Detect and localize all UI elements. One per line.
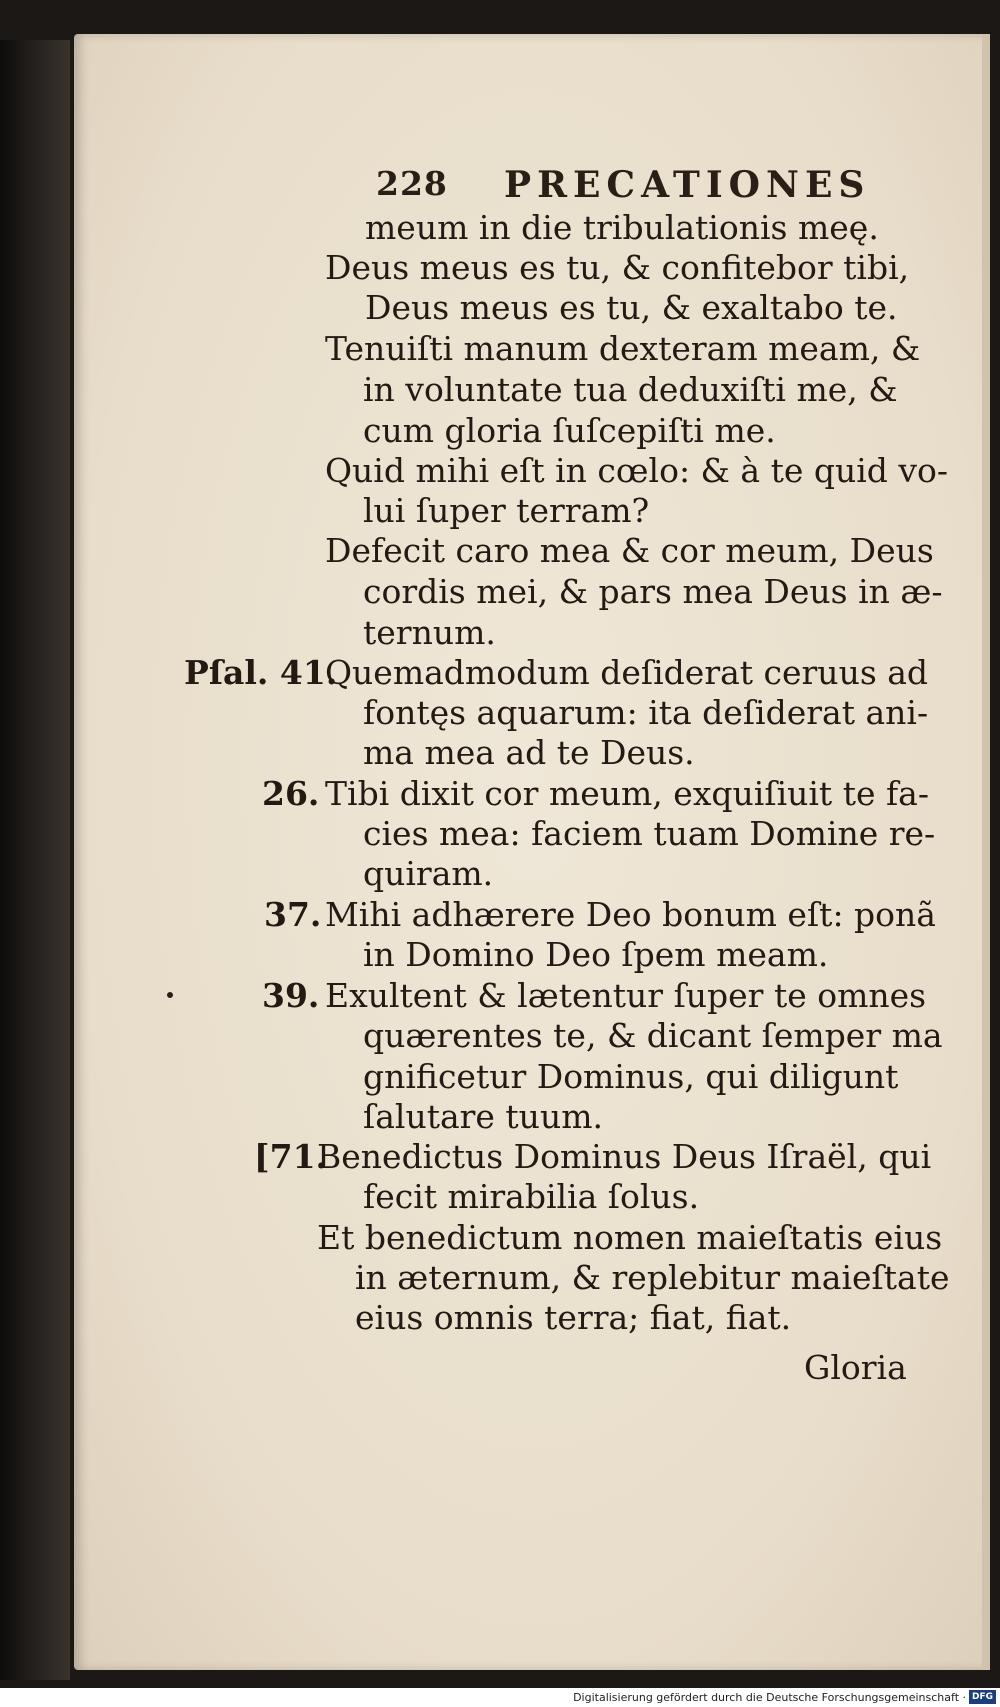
- text-line: Exultent & lætentur ſuper te omnes: [325, 976, 927, 1015]
- verse-number: [71.: [254, 1137, 328, 1176]
- verse-number: 39.: [262, 976, 320, 1015]
- text-line: Tenuiſti manum dexteram meam, &: [325, 329, 921, 368]
- running-title: PRECATIONES: [504, 164, 871, 206]
- dfg-logo: DFG: [969, 1690, 996, 1704]
- text-line: quærentes te, & dicant ſemper ma: [363, 1016, 943, 1055]
- text-line: eius omnis terra; fiat, fiat.: [355, 1298, 792, 1337]
- text-line: cum gloria ſuſcepiſti me.: [363, 411, 776, 450]
- text-line: ſalutare tuum.: [363, 1097, 603, 1136]
- text-line: meum in die tribulationis meę.: [365, 208, 879, 247]
- text-line: Deus meus es tu, & exaltabo te.: [365, 288, 898, 327]
- text-line: cies mea: faciem tuam Domine re-: [363, 814, 936, 853]
- text-line: Deus meus es tu, & confitebor tibi,: [325, 248, 910, 287]
- text-line: Et benedictum nomen maieſtatis eius: [317, 1218, 943, 1257]
- text-line: Benedictus Dominus Deus Iſraël, qui: [317, 1137, 932, 1176]
- text-line: in voluntate tua deduxiſti me, &: [363, 370, 898, 409]
- verse-number: 26.: [262, 774, 320, 813]
- text-line: in æternum, & replebitur maieſtate: [355, 1258, 950, 1297]
- page-number: 228: [376, 164, 448, 203]
- text-line: Quemadmodum deſiderat ceruus ad: [325, 653, 929, 692]
- text-line: Defecit caro mea & cor meum, Deus: [325, 531, 934, 570]
- page-edge: [982, 34, 990, 1670]
- text-line: quiram.: [363, 854, 494, 893]
- book-spine-edge: [0, 40, 70, 1680]
- text-line: ternum.: [363, 613, 496, 652]
- verse-number: 37.: [264, 895, 322, 934]
- margin-reference: Pſal. 41.: [184, 653, 338, 692]
- text-line: ma mea ad te Deus.: [363, 733, 695, 772]
- ink-speck: [167, 992, 173, 998]
- text-line: Quid mihi eſt in cœlo: & à te quid vo-: [325, 451, 949, 490]
- text-line: cordis mei, & pars mea Deus in æ-: [363, 572, 943, 611]
- text-line: in Domino Deo ſpem meam.: [363, 935, 829, 974]
- text-line: fontęs aquarum: ita deſiderat ani-: [363, 693, 929, 732]
- text-line: Tibi dixit cor meum, exquiſiuit te fa-: [325, 774, 930, 813]
- catchword: Gloria: [804, 1348, 907, 1387]
- text-line: Mihi adhærere Deo bonum eſt: ponã: [325, 895, 936, 934]
- book-page: [74, 34, 990, 1670]
- text-line: gnificetur Dominus, qui diligunt: [363, 1057, 899, 1096]
- text-line: lui ſuper terram?: [363, 491, 650, 530]
- digitization-credit: Digitalisierung gefördert durch die Deutsche Forschungsgemeinschaft ·: [573, 1691, 966, 1704]
- text-line: fecit mirabilia ſolus.: [363, 1177, 700, 1216]
